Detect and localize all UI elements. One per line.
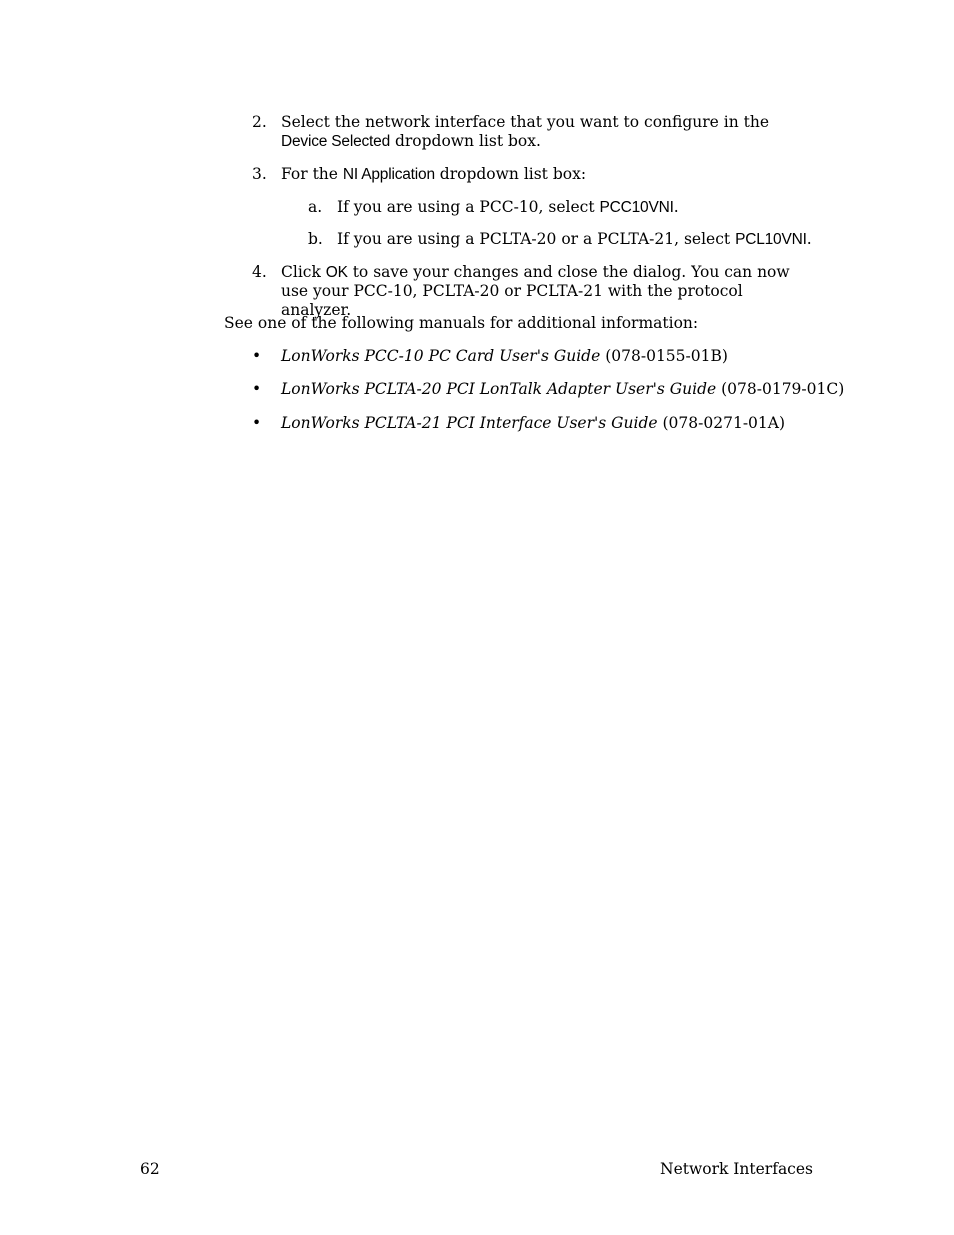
step-text: Click OK to save your changes and close the dialog. You can now use your PCC-10, PCLTA-20 or PCLTA-21 with the protocol analyzer. xyxy=(281,263,790,319)
ui-term-pcl10vni: PCL10VNI xyxy=(735,231,807,248)
bullet-marker: • xyxy=(252,380,262,398)
manual-code: (078-0155-01B) xyxy=(600,347,728,365)
bullet-marker: • xyxy=(252,414,262,432)
bullet-marker: • xyxy=(252,347,262,365)
substep-text: If you are using a PCC-10, select PCC10VNI. xyxy=(337,198,679,216)
manual-code: (078-0179-01C) xyxy=(716,380,845,398)
step-text: Select the network interface that you want to configure in the Device Selected dropdown list box. xyxy=(281,113,770,150)
manuals-intro: See one of the following manuals for additional information: xyxy=(224,314,699,332)
ui-term-ok: OK xyxy=(325,264,348,281)
substep-letter: a. xyxy=(308,198,323,216)
step-number: 2. xyxy=(252,113,267,131)
manual-title: LonWorks PCC-10 PC Card User's Guide xyxy=(281,347,601,365)
manual-title: LonWorks PCLTA-21 PCI Interface User's Guide xyxy=(281,414,658,432)
ui-term-device-selected: Device Selected xyxy=(281,133,391,150)
ui-term-ni-application: NI Application xyxy=(342,166,435,183)
manual-code: (078-0271-01A) xyxy=(657,414,786,432)
ui-term-pcc10vni: PCC10VNI xyxy=(599,199,674,216)
substep-text: If you are using a PCLTA-20 or a PCLTA-21, select PCL10VNI. xyxy=(337,230,812,248)
manual-title: LonWorks PCLTA-20 PCI LonTalk Adapter User's Guide xyxy=(281,380,717,398)
section-title: Network Interfaces xyxy=(660,1160,813,1178)
step-number: 3. xyxy=(252,165,267,183)
page-number: 62 xyxy=(140,1160,160,1178)
step-text: For the NI Application dropdown list box: xyxy=(281,165,587,183)
step-number: 4. xyxy=(252,263,267,281)
substep-letter: b. xyxy=(308,230,323,248)
